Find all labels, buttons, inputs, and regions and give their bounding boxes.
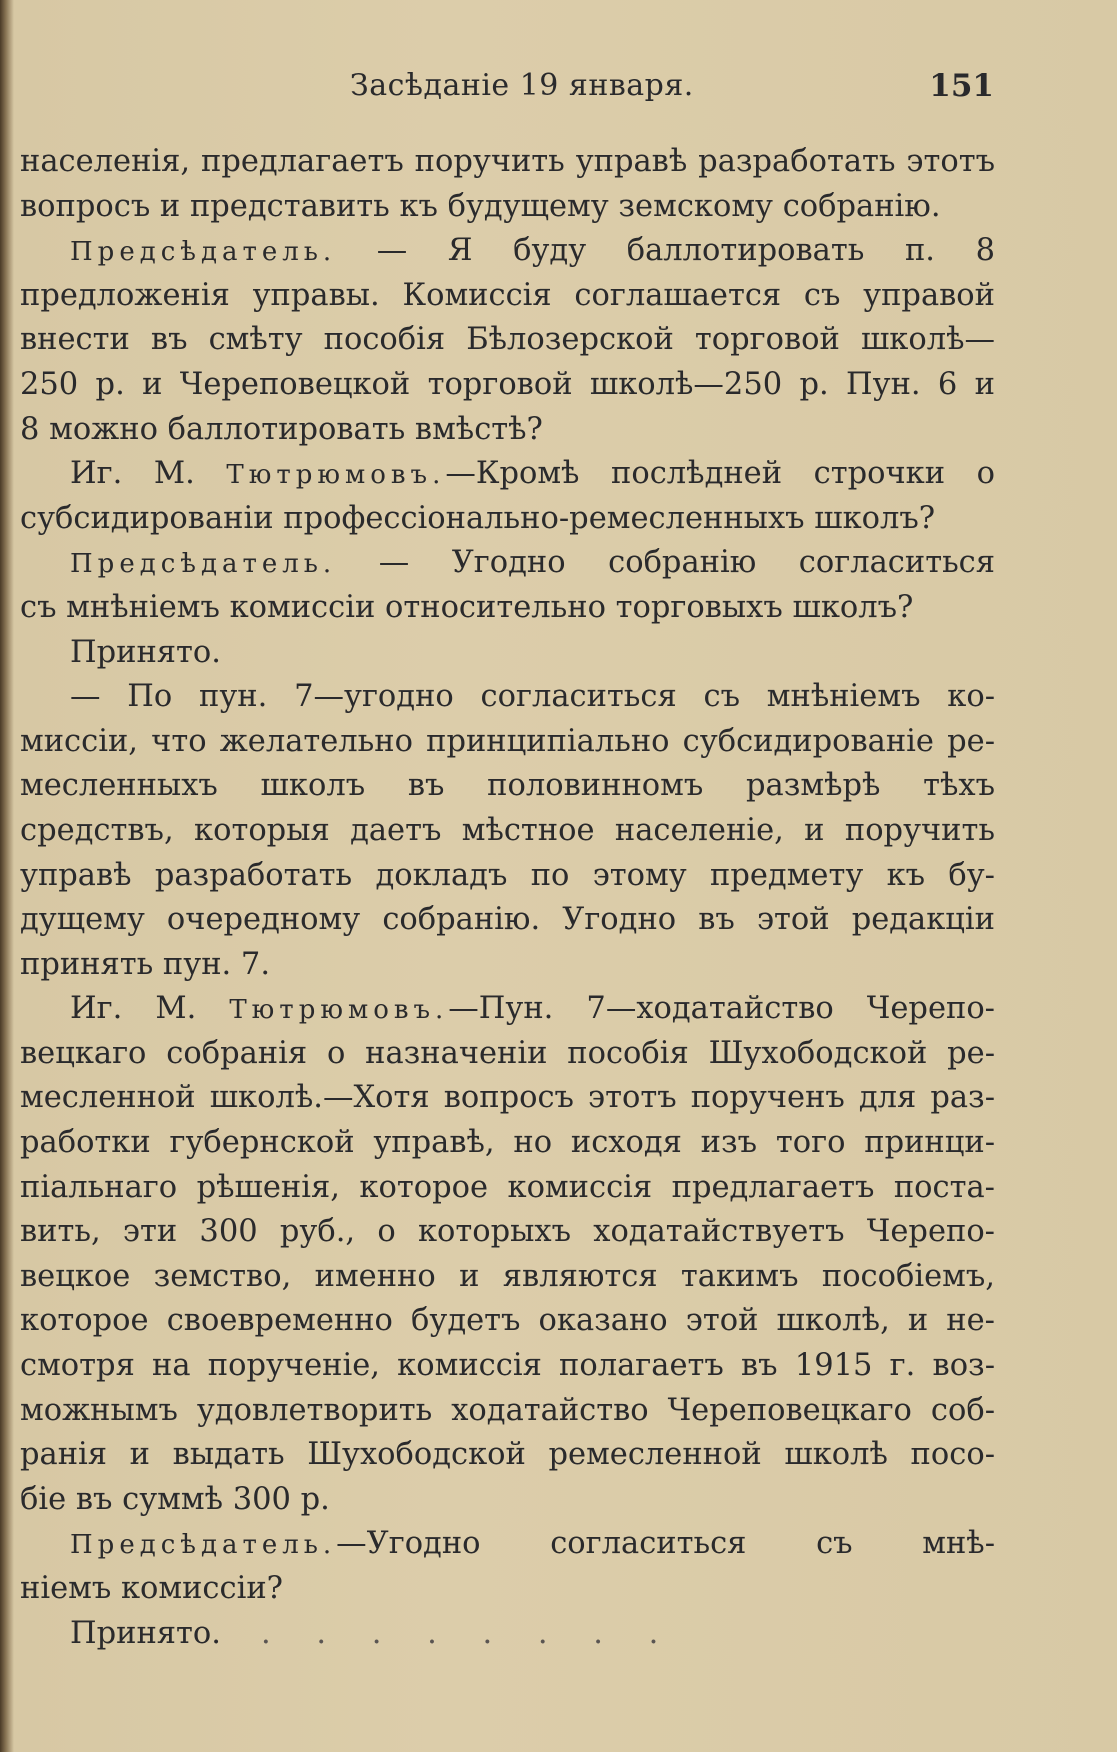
body-text [20, 140, 995, 1656]
text-line-26: вецкое земство, именно и являются такимъ пособіемъ, [20, 1258, 995, 1294]
speaker-name: Тютрюмовъ. [229, 995, 449, 1026]
text-line-33: ніемъ комиссіи? [20, 1571, 284, 1606]
text-line-8: Иг. М. Тютрюмовъ.—Кромѣ послѣдней строчки о [70, 456, 995, 492]
speaker-name: Предсѣдатель. [70, 549, 337, 580]
text-line-11: съ мнѣніемъ комиссіи относительно торговыхъ школъ? [20, 589, 914, 625]
text-line-1: населенія, предлагаетъ поручить управѣ разработать этотъ [20, 144, 995, 179]
text-line-29: можнымъ удовлетворить ходатайство Череповецкаго соб- [20, 1392, 995, 1428]
text-line-4: предложенія управы. Комиссія соглашается съ управой [20, 277, 995, 313]
text-line-14: миссіи, что желательно принципіально субсидированіе ре- [20, 723, 995, 759]
text-line-32: Предсѣдатель.—Угодно согласиться съ мнѣ- [70, 1526, 995, 1562]
text-line-24: піальнаго рѣшенія, которое комиссія предлагаетъ поста- [20, 1169, 995, 1205]
text-line-17: управѣ разработать докладъ по этому предмету къ бу- [20, 857, 995, 893]
text-line-28: смотря на порученіе, комиссія полагаетъ въ 1915 г. воз- [20, 1348, 995, 1384]
speaker-name: Предсѣдатель. [70, 1530, 337, 1561]
running-head [20, 68, 1020, 108]
text-line-13: — По пун. 7—угодно согласиться съ мнѣніемъ ко- [70, 679, 995, 715]
text-line-9: субсидированіи профессіонально-ремесленныхъ школъ? [20, 500, 936, 536]
text-line-19: принять пун. 7. [20, 946, 271, 982]
text-line-7: 8 можно баллотировать вмѣстѣ? [20, 411, 543, 447]
text-line-18: дущему очередному собранію. Угодно въ этой редакціи [20, 902, 995, 938]
text-line-20: Иг. М. Тютрюмовъ.—Пун. 7—ходатайство Черепо- [70, 991, 995, 1027]
text-line-12: Принято. [70, 634, 221, 670]
text-line-3: Предсѣдатель. — Я буду баллотировать п. 8 [70, 233, 995, 269]
text-line-6: 250 р. и Череповецкой торговой школѣ—250 р. Пун. 6 и [20, 366, 995, 402]
text-line-22: месленной школѣ.—Хотя вопросъ этотъ порученъ для раз- [20, 1080, 995, 1116]
page-number: 151 [929, 68, 994, 104]
text-line-34: Принято. . . . . . . . . [70, 1615, 677, 1651]
text-line-21: вецкаго собранія о назначеніи пособія Шухободской ре- [20, 1035, 995, 1071]
text-line-2: вопросъ и представить къ будущему земскому собранію. [20, 188, 941, 224]
speaker-name: Тютрюмовъ. [226, 460, 446, 491]
text-line-10: Предсѣдатель. — Угодно собранію согласиться [70, 545, 995, 581]
text-line-23: работки губернской управѣ, но исходя изъ того принци- [20, 1125, 995, 1161]
text-line-27: которое своевременно будетъ оказано этой школѣ, и не- [20, 1303, 995, 1339]
text-line-15: месленныхъ школъ въ половинномъ размѣрѣ тѣхъ [20, 768, 995, 804]
text-line-16: средствъ, которыя даетъ мѣстное населеніе, и поручить [20, 812, 995, 848]
running-title: Засѣданіе 19 января. [350, 68, 694, 103]
text-line-5: внести въ смѣту пособія Бѣлозерской торговой школѣ— [20, 322, 995, 358]
text-line-25: вить, эти 300 руб., о которыхъ ходатайствуетъ Черепо- [20, 1214, 995, 1250]
speaker-name: Предсѣдатель. [70, 237, 337, 268]
closing-dots: . . . . . . . . [260, 1615, 677, 1651]
text-line-30: ранія и выдать Шухободской ремесленной школѣ посо- [20, 1437, 995, 1473]
text-line-31: біе въ суммѣ 300 р. [20, 1481, 330, 1517]
